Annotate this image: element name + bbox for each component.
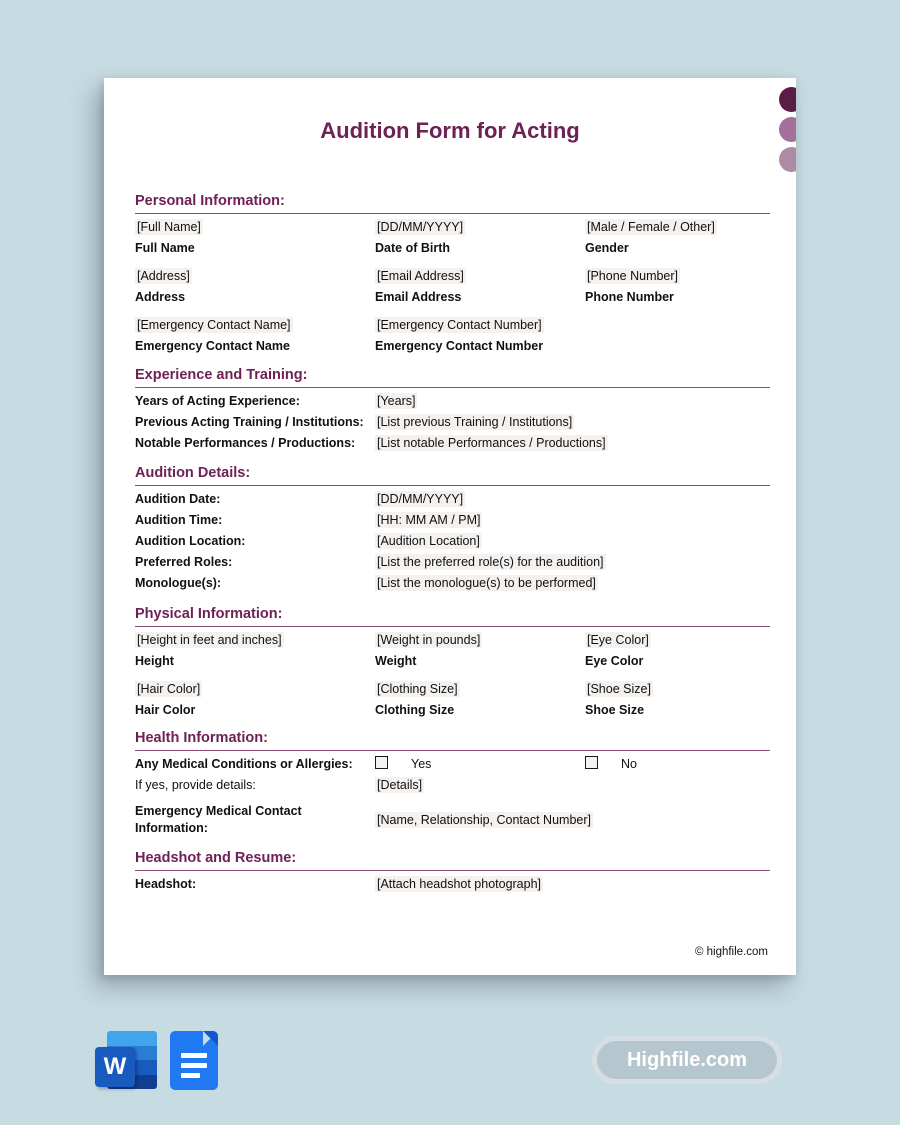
row-label: Headshot: (135, 877, 197, 891)
row-label: Monologue(s): (135, 576, 222, 590)
no-label: No (621, 757, 637, 771)
audition-time-field[interactable]: [HH: MM AM / PM] (377, 513, 481, 527)
ms-word-icon[interactable] (95, 1031, 158, 1090)
table-row (135, 573, 770, 594)
section-headshot-resume (135, 849, 770, 895)
full-name-field[interactable]: [Full Name] (137, 220, 201, 234)
table-row (135, 433, 770, 454)
previous-training-field[interactable]: [List previous Training / Institutions] (377, 415, 573, 429)
table-row (135, 412, 770, 433)
no-checkbox[interactable] (585, 756, 598, 769)
section-audition-details (135, 464, 770, 594)
yes-checkbox[interactable] (375, 756, 388, 769)
audition-date-field[interactable]: [DD/MM/YYYY] (377, 492, 464, 506)
preferred-roles-field[interactable]: [List the preferred role(s) for the audition] (377, 555, 604, 569)
height-label: Height (135, 654, 174, 668)
eye-color-field[interactable]: [Eye Color] (587, 633, 649, 647)
notable-performances-field[interactable]: [List notable Performances / Productions] (377, 436, 606, 450)
page-title: Audition Form for Acting (320, 118, 580, 143)
email-label: Email Address (375, 290, 462, 304)
copyright-text: © highfile.com (694, 946, 768, 958)
row-label: Notable Performances / Productions: (135, 436, 356, 450)
section-title: Personal Information: (135, 192, 770, 214)
headshot-attach-field[interactable]: [Attach headshot photograph] (377, 877, 542, 891)
section-physical-information (135, 605, 770, 721)
phone-label: Phone Number (585, 290, 674, 304)
row-label: If yes, provide details: (135, 778, 256, 792)
section-title: Physical Information: (135, 605, 770, 627)
shoe-size-field[interactable]: [Shoe Size] (587, 682, 651, 696)
emergency-medical-field[interactable]: [Name, Relationship, Contact Number] (377, 813, 591, 827)
decorative-circle-medium (779, 117, 796, 142)
row-label: Years of Acting Experience: (135, 394, 300, 408)
shoe-size-label: Shoe Size (585, 703, 645, 717)
years-experience-field[interactable]: [Years] (377, 394, 416, 408)
table-row (135, 489, 770, 510)
row-label: Audition Time: (135, 513, 223, 527)
monologues-field[interactable]: [List the monologue(s) to be performed] (377, 576, 596, 590)
highfile-brand-badge[interactable] (592, 1036, 782, 1084)
row-label: Emergency Medical Contact Information: (135, 804, 302, 835)
weight-label: Weight (375, 654, 417, 668)
decorative-circle-dark (779, 87, 796, 112)
section-personal-information (135, 192, 770, 357)
hair-color-field[interactable]: [Hair Color] (137, 682, 201, 696)
row-label: Audition Date: (135, 492, 221, 506)
gender-field[interactable]: [Male / Female / Other] (587, 220, 715, 234)
yes-label: Yes (411, 757, 432, 771)
document-page (104, 78, 796, 975)
table-row (135, 874, 770, 895)
google-docs-icon[interactable] (170, 1031, 218, 1090)
eye-color-label: Eye Color (585, 654, 644, 668)
date-of-birth-label: Date of Birth (375, 241, 450, 255)
address-label: Address (135, 290, 186, 304)
height-field[interactable]: [Height in feet and inches] (137, 633, 282, 647)
table-row (135, 391, 770, 412)
date-of-birth-field[interactable]: [DD/MM/YYYY] (377, 220, 464, 234)
section-health-information (135, 729, 770, 837)
address-field[interactable]: [Address] (137, 269, 190, 283)
section-title: Headshot and Resume: (135, 849, 770, 871)
section-title: Experience and Training: (135, 366, 770, 388)
row-label: Audition Location: (135, 534, 246, 548)
details-row (135, 775, 770, 796)
audition-location-field[interactable]: [Audition Location] (377, 534, 480, 548)
highfile-badge-label: Highfile.com (626, 1048, 747, 1071)
section-experience-training (135, 366, 770, 454)
gender-label: Gender (585, 241, 629, 255)
details-field[interactable]: [Details] (377, 778, 423, 792)
clothing-size-field[interactable]: [Clothing Size] (377, 682, 458, 696)
medical-conditions-row (135, 754, 770, 775)
row-label: Previous Acting Training / Institutions: (135, 415, 364, 429)
section-title: Audition Details: (135, 464, 770, 486)
row-label: Preferred Roles: (135, 555, 233, 569)
table-row (135, 552, 770, 573)
email-field[interactable]: [Email Address] (377, 269, 464, 283)
table-row (135, 510, 770, 531)
phone-field[interactable]: [Phone Number] (587, 269, 679, 283)
emergency-medical-row (135, 803, 770, 837)
word-letter-badge: W (95, 1047, 135, 1087)
emergency-contact-number-field[interactable]: [Emergency Contact Number] (377, 318, 542, 332)
emergency-contact-number-label: Emergency Contact Number (375, 339, 544, 353)
row-label: Any Medical Conditions or Allergies: (135, 757, 353, 771)
decorative-circle-light (779, 147, 796, 172)
weight-field[interactable]: [Weight in pounds] (377, 633, 481, 647)
emergency-contact-name-label: Emergency Contact Name (135, 339, 290, 353)
table-row (135, 531, 770, 552)
emergency-contact-name-field[interactable]: [Emergency Contact Name] (137, 318, 291, 332)
full-name-label: Full Name (135, 241, 195, 255)
section-title: Health Information: (135, 729, 770, 751)
clothing-size-label: Clothing Size (375, 703, 455, 717)
hair-color-label: Hair Color (135, 703, 196, 717)
